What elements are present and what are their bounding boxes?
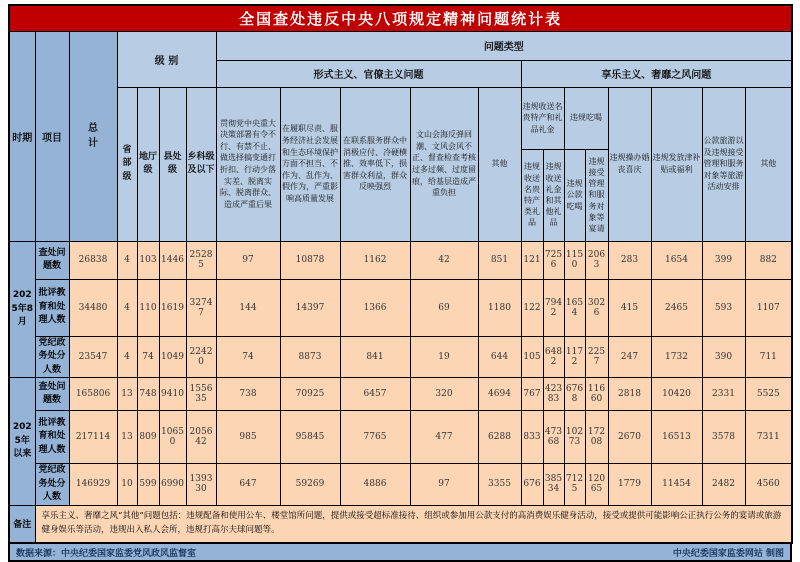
header-formalism-col-2: 在履职尽责、服务经济社会发展和生态环境保护方面不担当、不作为、乱作为、假作为，严重影响高质量发展 — [280, 87, 340, 241]
data-cell: 9410 — [159, 378, 186, 411]
row-label: 查处问题数 — [35, 378, 69, 411]
data-cell: 1049 — [159, 336, 186, 378]
data-cell: 7125 — [564, 464, 585, 506]
data-cell: 69 — [410, 279, 478, 336]
period-cell: 2025年8月 — [9, 241, 35, 378]
data-cell: 7256 — [543, 241, 564, 279]
data-cell: 6482 — [543, 336, 564, 378]
data-cell: 42383 — [543, 378, 564, 411]
data-cell: 25285 — [186, 241, 216, 279]
data-cell: 1180 — [478, 279, 521, 336]
data-cell: 217114 — [69, 411, 117, 464]
data-cell: 1107 — [745, 279, 792, 336]
data-cell: 809 — [137, 411, 159, 464]
data-cell: 155635 — [186, 378, 216, 411]
header-total: 总计 — [69, 31, 117, 241]
data-cell: 477 — [410, 411, 478, 464]
header-level-provincial: 省部级 — [117, 87, 137, 241]
table-row — [9, 241, 792, 279]
header-hedonism-weddings: 违规操办婚丧喜庆 — [608, 87, 651, 241]
note-row — [9, 505, 792, 543]
header-hedonism-allowances: 违规发放津补贴或福利 — [651, 87, 702, 241]
header-gifts-group: 违规收送名贵特产和礼品礼金 — [521, 87, 564, 149]
data-cell: 26838 — [69, 241, 117, 279]
data-cell: 42 — [410, 241, 478, 279]
header-problem-type: 问题类型 — [216, 31, 792, 60]
data-cell: 2063 — [585, 241, 608, 279]
data-cell: 2331 — [702, 378, 745, 411]
header-level-township: 乡科级及以下 — [186, 87, 216, 241]
data-cell: 12065 — [585, 464, 608, 506]
data-cell: 415 — [608, 279, 651, 336]
data-cell: 767 — [521, 378, 543, 411]
data-cell: 1162 — [340, 241, 410, 279]
data-cell: 122 — [521, 279, 543, 336]
data-cell: 11660 — [585, 378, 608, 411]
data-cell: 74 — [216, 336, 280, 378]
data-cell: 47368 — [543, 411, 564, 464]
data-cell: 121 — [521, 241, 543, 279]
data-cell: 1446 — [159, 241, 186, 279]
data-cell: 647 — [216, 464, 280, 506]
data-cell: 1366 — [340, 279, 410, 336]
row-label: 党纪政务处分人数 — [35, 464, 69, 506]
data-cell: 4694 — [478, 378, 521, 411]
data-cell: 599 — [137, 464, 159, 506]
data-cell: 13 — [117, 378, 137, 411]
data-cell: 19 — [410, 336, 478, 378]
data-cell: 841 — [340, 336, 410, 378]
data-cell: 23547 — [69, 336, 117, 378]
data-cell: 7311 — [745, 411, 792, 464]
data-cell: 2465 — [651, 279, 702, 336]
header-hedonism-group: 享乐主义、奢靡之风问题 — [521, 60, 792, 87]
header-level-county: 县处级 — [159, 87, 186, 241]
data-cell: 17208 — [585, 411, 608, 464]
data-cell: 13 — [117, 411, 137, 464]
data-cell: 882 — [745, 241, 792, 279]
note-text: 享乐主义、奢靡之风“其他”问题包括：违规配备和使用公车、楼堂馆所问题，提供或接受超标准接待、组织或参加用公款支付的高消费娱乐健身活动，接受或提供可能影响公正执行公务的宴请或旅游健身娱乐等活动，违规出入私人会所，违规打高尔夫球问题等。 — [35, 505, 792, 543]
data-cell: 399 — [702, 241, 745, 279]
data-cell: 320 — [410, 378, 478, 411]
data-cell: 110 — [137, 279, 159, 336]
data-cell: 1732 — [651, 336, 702, 378]
data-cell: 711 — [745, 336, 792, 378]
table-row — [9, 464, 792, 506]
data-cell: 247 — [608, 336, 651, 378]
row-label: 查处问题数 — [35, 241, 69, 279]
header-dining-group: 违规吃喝 — [564, 87, 608, 149]
data-cell: 7942 — [543, 279, 564, 336]
data-source-text: 数据来源：中央纪委国家监委党风政风监督室 — [16, 548, 197, 559]
header-hedonism-travel: 公款旅游以及违规接受管理和服务对象等旅游活动安排 — [702, 87, 745, 241]
data-cell: 32747 — [186, 279, 216, 336]
data-cell: 283 — [608, 241, 651, 279]
data-cell: 833 — [521, 411, 543, 464]
data-cell: 10 — [117, 464, 137, 506]
data-cell: 22420 — [186, 336, 216, 378]
data-cell: 4 — [117, 241, 137, 279]
data-cell: 4 — [117, 336, 137, 378]
table-row — [9, 279, 792, 336]
data-cell: 11454 — [651, 464, 702, 506]
data-cell: 139330 — [186, 464, 216, 506]
data-cell: 38534 — [543, 464, 564, 506]
data-cell: 6457 — [340, 378, 410, 411]
header-formalism-col-4: 文山会海反弹回潮、文风会风不正、督查检查考核过多过频、过度留痕，给基层造成严重负担 — [410, 87, 478, 241]
data-cell: 10273 — [564, 411, 585, 464]
header-formalism-group: 形式主义、官僚主义问题 — [216, 60, 521, 87]
data-cell: 4560 — [745, 464, 792, 506]
data-cell: 2482 — [702, 464, 745, 506]
data-cell: 738 — [216, 378, 280, 411]
data-cell: 14397 — [280, 279, 340, 336]
header-formalism-col-1: 贯彻党中央重大决策部署有令不行、有禁不止、做选择搞变通打折扣、行动少落实差、脱离实际、脱离群众、造成严重后果 — [216, 87, 280, 241]
header-formalism-col-3: 在联系服务群众中消极应付、冷硬横推、效率低下，损害群众利益，群众反映强烈 — [340, 87, 410, 241]
data-cell: 10650 — [159, 411, 186, 464]
note-label: 备注 — [9, 505, 35, 543]
table-row — [9, 378, 792, 411]
data-cell: 748 — [137, 378, 159, 411]
data-cell: 390 — [702, 336, 745, 378]
data-cell: 10420 — [651, 378, 702, 411]
data-cell: 59269 — [280, 464, 340, 506]
header-dining-banquets: 违规接受管理和服务对象等宴请 — [585, 149, 608, 241]
data-cell: 103 — [137, 241, 159, 279]
stats-table — [8, 4, 793, 544]
data-cell: 6990 — [159, 464, 186, 506]
data-cell: 34480 — [69, 279, 117, 336]
data-cell: 2257 — [585, 336, 608, 378]
data-cell: 4886 — [340, 464, 410, 506]
data-cell: 2818 — [608, 378, 651, 411]
bottom-bar — [8, 544, 792, 562]
credit-text: 中央纪委国家监委网站 制图 — [672, 548, 784, 559]
data-cell: 105 — [521, 336, 543, 378]
data-cell: 205642 — [186, 411, 216, 464]
row-label: 批评教育和处理人数 — [35, 411, 69, 464]
header-formalism-col-other: 其他 — [478, 87, 521, 241]
row-label: 党纪政务处分人数 — [35, 336, 69, 378]
row-label: 批评教育和处理人数 — [35, 279, 69, 336]
header-row-leaf-top — [9, 87, 792, 149]
data-cell: 3355 — [478, 464, 521, 506]
header-hedonism-other: 其他 — [745, 87, 792, 241]
header-level-group: 级 别 — [117, 31, 216, 87]
table-row — [9, 411, 792, 464]
header-row-bands — [9, 31, 792, 60]
data-cell: 2670 — [608, 411, 651, 464]
data-cell: 593 — [702, 279, 745, 336]
data-cell: 8873 — [280, 336, 340, 378]
table-row — [9, 336, 792, 378]
period-cell: 2025年以来 — [9, 378, 35, 506]
data-cell: 70925 — [280, 378, 340, 411]
data-cell: 74 — [137, 336, 159, 378]
data-cell: 97 — [216, 241, 280, 279]
data-cell: 1150 — [564, 241, 585, 279]
header-gifts-cash: 违规收送礼金和其他礼品 — [543, 149, 564, 241]
data-cell: 97 — [410, 464, 478, 506]
data-cell: 1619 — [159, 279, 186, 336]
header-item: 项目 — [35, 31, 69, 241]
data-cell: 5525 — [745, 378, 792, 411]
data-cell: 644 — [478, 336, 521, 378]
data-cell: 3026 — [585, 279, 608, 336]
table-title: 全国查处违反中央八项规定精神问题统计表 — [9, 5, 792, 31]
data-cell: 851 — [478, 241, 521, 279]
data-cell: 7765 — [340, 411, 410, 464]
header-gifts-specialty: 违规收送名贵特产类礼品 — [521, 149, 543, 241]
data-cell: 3578 — [702, 411, 745, 464]
data-cell: 6288 — [478, 411, 521, 464]
data-cell: 144 — [216, 279, 280, 336]
data-cell: 676 — [521, 464, 543, 506]
data-cell: 10878 — [280, 241, 340, 279]
header-period: 时期 — [9, 31, 35, 241]
data-cell: 1654 — [651, 241, 702, 279]
data-cell: 165806 — [69, 378, 117, 411]
data-cell: 146929 — [69, 464, 117, 506]
data-cell: 4 — [117, 279, 137, 336]
title-row — [9, 5, 792, 31]
data-cell: 985 — [216, 411, 280, 464]
header-dining-public-funds: 违规公款吃喝 — [564, 149, 585, 241]
data-cell: 6768 — [564, 378, 585, 411]
data-cell: 16513 — [651, 411, 702, 464]
data-cell: 95845 — [280, 411, 340, 464]
data-cell: 1654 — [564, 279, 585, 336]
data-cell: 1779 — [608, 464, 651, 506]
data-cell: 1172 — [564, 336, 585, 378]
table-body — [9, 241, 792, 505]
header-level-prefecture: 地厅级 — [137, 87, 159, 241]
